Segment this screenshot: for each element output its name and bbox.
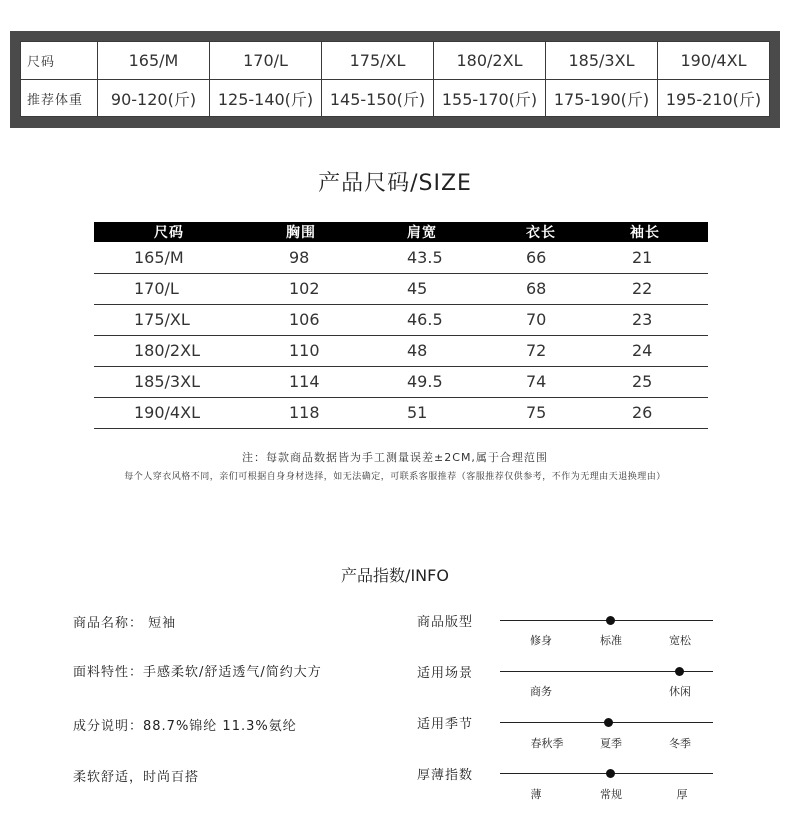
fit-scale-marker	[606, 616, 615, 625]
product-name-attribute: 商品名称： 短袖	[73, 616, 177, 631]
table-cell: 118	[264, 397, 384, 428]
recommend-weight-cell: 195-210(斤)	[658, 80, 770, 117]
info-section-title: 产品指数/INFO	[341, 566, 449, 585]
recommend-size-cell: 170/L	[210, 42, 322, 80]
recommend-size-cell: 185/3XL	[546, 42, 658, 80]
recommend-size-cell: 175/XL	[322, 42, 434, 80]
recommend-weight-row	[21, 80, 770, 117]
table-cell: 74	[504, 366, 614, 397]
table-cell: 106	[264, 304, 384, 335]
table-cell: 45	[384, 273, 504, 304]
scale-option: 标准	[600, 634, 622, 647]
occasion-scale-label: 适用场景	[417, 666, 474, 681]
column-header: 尺码	[94, 222, 264, 242]
table-row	[94, 397, 708, 428]
column-header: 胸围	[264, 222, 384, 242]
table-cell: 22	[614, 273, 708, 304]
scale-option: 冬季	[669, 737, 691, 750]
size-table-header-row	[94, 222, 708, 242]
scale-option: 厚	[676, 788, 688, 801]
scale-option: 休闲	[669, 685, 691, 698]
table-cell: 110	[264, 335, 384, 366]
table-cell: 25	[614, 366, 708, 397]
composition-attribute: 成分说明：88.7%锦纶 11.3%氨纶	[73, 719, 297, 734]
recommend-weight-cell: 175-190(斤)	[546, 80, 658, 117]
season-scale-label: 适用季节	[417, 717, 474, 732]
recommend-size-header: 尺码	[21, 42, 98, 80]
comfort-attribute: 柔软舒适，时尚百搭	[73, 770, 200, 785]
fabric-attribute: 面料特性：手感柔软/舒适透气/简约大方	[73, 665, 322, 680]
scale-option: 常规	[600, 788, 622, 801]
table-row	[94, 335, 708, 366]
fit-advice-note: 每个人穿衣风格不同，亲们可根据自身身材选择，如无法确定，可联系客服推荐（客服推荐仅供参考，不作为无理由天退换理由）	[124, 472, 666, 482]
table-cell: 72	[504, 335, 614, 366]
recommend-table	[20, 41, 770, 117]
recommend-size-cell: 190/4XL	[658, 42, 770, 80]
table-cell: 98	[264, 242, 384, 273]
scale-option: 薄	[530, 788, 542, 801]
recommend-weight-cell: 90-120(斤)	[98, 80, 210, 117]
measurement-note: 注：每款商品数据皆为手工测量误差±2CM,属于合理范围	[242, 451, 548, 464]
table-row	[94, 304, 708, 335]
table-cell: 75	[504, 397, 614, 428]
table-cell: 46.5	[384, 304, 504, 335]
table-cell: 49.5	[384, 366, 504, 397]
column-header: 袖长	[614, 222, 708, 242]
recommend-weight-cell: 145-150(斤)	[322, 80, 434, 117]
table-cell: 102	[264, 273, 384, 304]
table-cell: 68	[504, 273, 614, 304]
recommend-weight-cell: 125-140(斤)	[210, 80, 322, 117]
table-cell: 23	[614, 304, 708, 335]
table-cell: 185/3XL	[94, 366, 264, 397]
table-cell: 66	[504, 242, 614, 273]
table-row	[94, 242, 708, 273]
scale-option: 夏季	[600, 737, 622, 750]
table-cell: 180/2XL	[94, 335, 264, 366]
recommend-size-cell: 165/M	[98, 42, 210, 80]
thickness-scale-marker	[606, 769, 615, 778]
table-cell: 175/XL	[94, 304, 264, 335]
fit-scale-label: 商品版型	[417, 615, 474, 630]
column-header: 肩宽	[384, 222, 504, 242]
table-row	[94, 273, 708, 304]
recommend-size-row	[21, 42, 770, 80]
scale-option: 商务	[530, 685, 552, 698]
thickness-scale-label: 厚薄指数	[417, 768, 474, 783]
season-scale-marker	[604, 718, 613, 727]
table-cell: 170/L	[94, 273, 264, 304]
table-cell: 26	[614, 397, 708, 428]
recommend-weight-cell: 155-170(斤)	[434, 80, 546, 117]
table-cell: 43.5	[384, 242, 504, 273]
scale-option: 春秋季	[530, 737, 564, 750]
scale-option: 宽松	[669, 634, 691, 647]
table-cell: 165/M	[94, 242, 264, 273]
column-header: 衣长	[504, 222, 614, 242]
table-cell: 114	[264, 366, 384, 397]
table-row	[94, 366, 708, 397]
recommend-table-panel	[10, 31, 780, 128]
recommend-size-cell: 180/2XL	[434, 42, 546, 80]
occasion-scale-marker	[675, 667, 684, 676]
table-cell: 24	[614, 335, 708, 366]
recommend-weight-header: 推荐体重	[21, 80, 98, 117]
size-section-title: 产品尺码/SIZE	[318, 171, 472, 196]
size-table	[94, 222, 708, 429]
table-cell: 21	[614, 242, 708, 273]
table-cell: 48	[384, 335, 504, 366]
table-cell: 190/4XL	[94, 397, 264, 428]
table-cell: 51	[384, 397, 504, 428]
table-cell: 70	[504, 304, 614, 335]
scale-option: 修身	[530, 634, 552, 647]
